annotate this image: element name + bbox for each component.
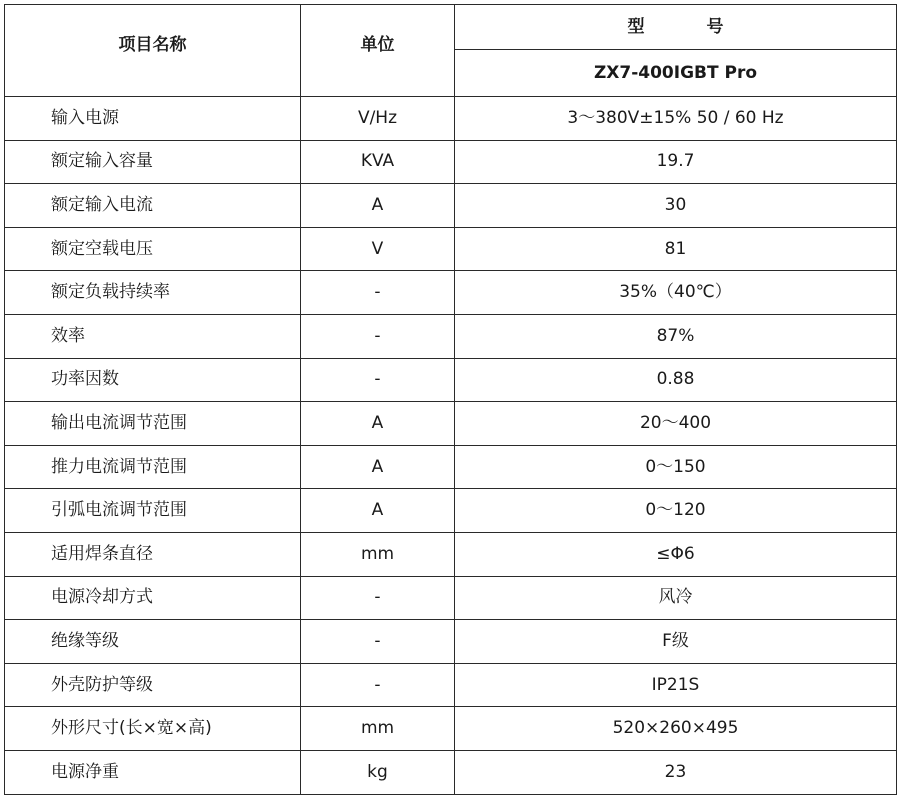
- row-unit: V: [301, 227, 455, 271]
- header-model-name: ZX7-400IGBT Pro: [455, 50, 897, 97]
- header-item-name: 项目名称: [5, 5, 301, 97]
- row-unit: -: [301, 358, 455, 402]
- row-name: 电源净重: [5, 750, 301, 794]
- table-row: [5, 271, 897, 315]
- row-value: 3～380V±15% 50 / 60 Hz: [455, 97, 897, 141]
- row-name: 适用焊条直径: [5, 532, 301, 576]
- table-row: [5, 97, 897, 141]
- row-unit: kg: [301, 750, 455, 794]
- table-row: [5, 707, 897, 751]
- row-name: 额定空载电压: [5, 227, 301, 271]
- row-name: 外壳防护等级: [5, 663, 301, 707]
- table-row: [5, 532, 897, 576]
- row-name: 绝缘等级: [5, 620, 301, 664]
- row-value: 20～400: [455, 402, 897, 446]
- row-name: 额定负载持续率: [5, 271, 301, 315]
- table-row: [5, 358, 897, 402]
- row-value: 520×260×495: [455, 707, 897, 751]
- table-row: [5, 314, 897, 358]
- table-row: [5, 620, 897, 664]
- header-row: [5, 5, 897, 50]
- row-value: 风冷: [455, 576, 897, 620]
- table-row: [5, 140, 897, 184]
- row-unit: V/Hz: [301, 97, 455, 141]
- table-row: [5, 227, 897, 271]
- row-name: 外形尺寸(长×宽×高): [5, 707, 301, 751]
- row-name: 引弧电流调节范围: [5, 489, 301, 533]
- table-row: [5, 489, 897, 533]
- row-name: 功率因数: [5, 358, 301, 402]
- table-row: [5, 445, 897, 489]
- row-value: 30: [455, 184, 897, 228]
- table-row: [5, 750, 897, 794]
- row-unit: mm: [301, 707, 455, 751]
- row-value: ≤Φ6: [455, 532, 897, 576]
- row-unit: -: [301, 620, 455, 664]
- table-row: [5, 402, 897, 446]
- row-value: 0～120: [455, 489, 897, 533]
- row-value: 0～150: [455, 445, 897, 489]
- row-unit: A: [301, 184, 455, 228]
- spec-table: [4, 4, 897, 795]
- row-name: 额定输入电流: [5, 184, 301, 228]
- row-value: 87%: [455, 314, 897, 358]
- row-unit: KVA: [301, 140, 455, 184]
- row-unit: -: [301, 271, 455, 315]
- row-unit: A: [301, 489, 455, 533]
- row-value: 23: [455, 750, 897, 794]
- row-value: 81: [455, 227, 897, 271]
- model-label-text: 型 号: [627, 16, 752, 37]
- header-unit: 单位: [301, 5, 455, 97]
- row-value: 0.88: [455, 358, 897, 402]
- row-name: 效率: [5, 314, 301, 358]
- row-unit: -: [301, 576, 455, 620]
- row-value: F级: [455, 620, 897, 664]
- header-model-label: [455, 5, 897, 50]
- table-row: [5, 576, 897, 620]
- table-row: [5, 184, 897, 228]
- row-unit: -: [301, 314, 455, 358]
- row-unit: A: [301, 402, 455, 446]
- row-name: 推力电流调节范围: [5, 445, 301, 489]
- row-name: 输入电源: [5, 97, 301, 141]
- row-name: 电源冷却方式: [5, 576, 301, 620]
- row-unit: A: [301, 445, 455, 489]
- row-name: 额定输入容量: [5, 140, 301, 184]
- row-value: IP21S: [455, 663, 897, 707]
- row-unit: -: [301, 663, 455, 707]
- row-unit: mm: [301, 532, 455, 576]
- row-name: 输出电流调节范围: [5, 402, 301, 446]
- table-row: [5, 663, 897, 707]
- row-value: 35%（40℃）: [455, 271, 897, 315]
- row-value: 19.7: [455, 140, 897, 184]
